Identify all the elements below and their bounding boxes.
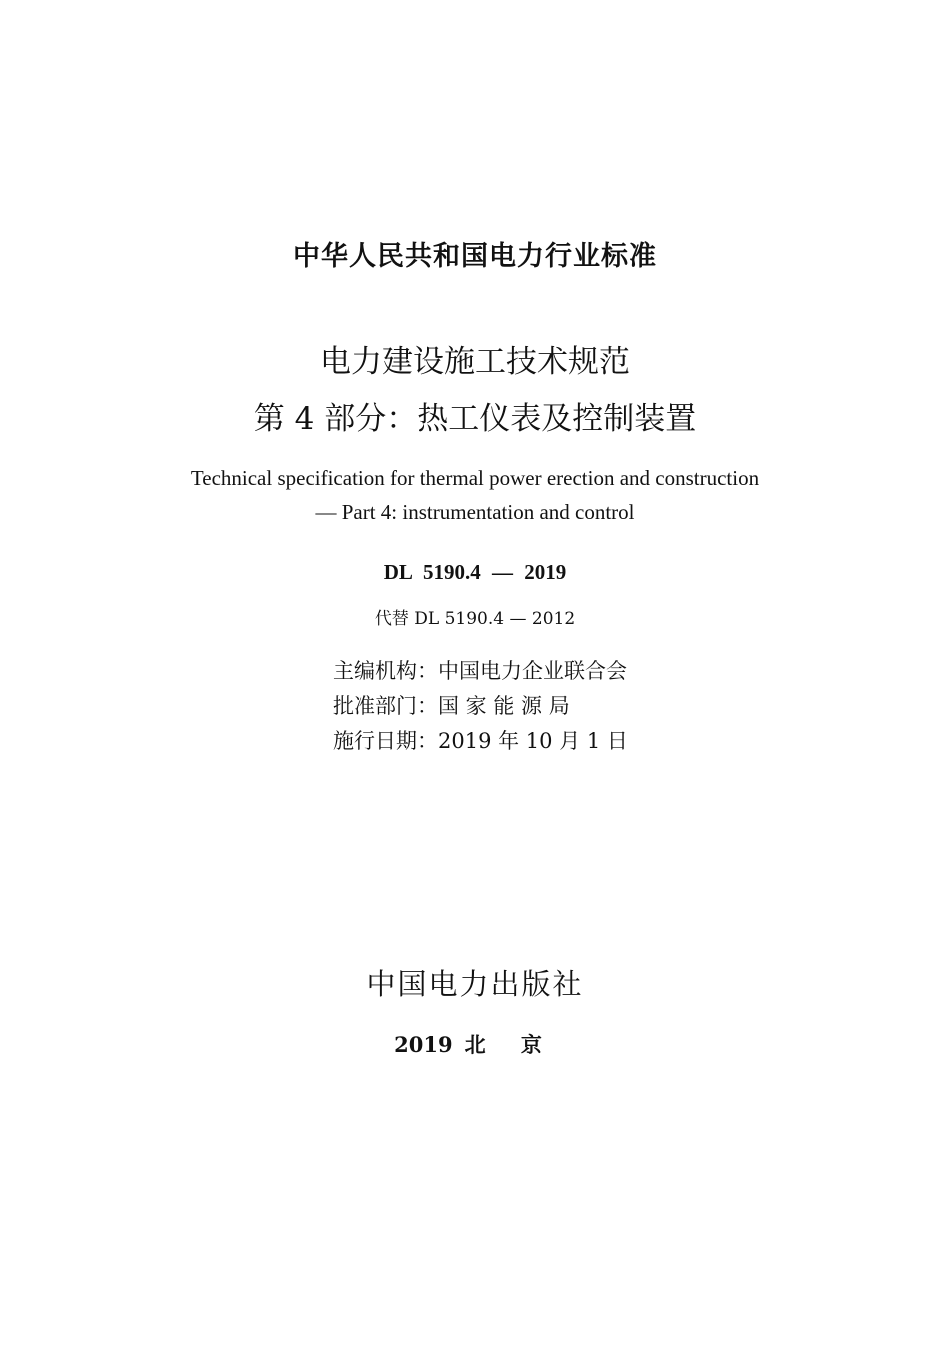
publication-city: 北 京 xyxy=(464,1032,556,1057)
info-value: 中国电力企业联合会 xyxy=(438,659,627,683)
publication-year: 2019 xyxy=(394,1032,453,1057)
standard-code: DL 5190.4 — 2019 xyxy=(383,560,567,584)
publication-place-year xyxy=(0,1029,950,1059)
info-label: 批准部门： xyxy=(333,694,438,718)
standard-type-heading: 中华人民共和国电力行业标准 xyxy=(293,241,657,272)
chinese-title-line-2: 第 4 部分：热工仪表及控制装置 xyxy=(253,401,697,437)
info-value: 国 家 能 源 局 xyxy=(438,694,570,718)
info-row-effective-date xyxy=(333,724,628,759)
english-title-line-2: — Part 4: instrumentation and control xyxy=(315,500,635,524)
replaces-standard: 代替 DL 5190.4 — 2012 xyxy=(374,609,576,629)
info-value: 2019 年 10 月 1 日 xyxy=(438,729,628,753)
info-label: 施行日期： xyxy=(333,729,438,753)
info-row-editor xyxy=(333,654,628,689)
publisher-name: 中国电力出版社 xyxy=(366,967,584,1001)
info-row-approver xyxy=(333,689,628,724)
info-label: 主编机构： xyxy=(333,659,438,683)
info-block xyxy=(333,654,628,759)
english-title-line-1: Technical specification for thermal power erection and construction xyxy=(190,466,760,490)
chinese-title-line-1: 电力建设施工技术规范 xyxy=(320,344,630,380)
